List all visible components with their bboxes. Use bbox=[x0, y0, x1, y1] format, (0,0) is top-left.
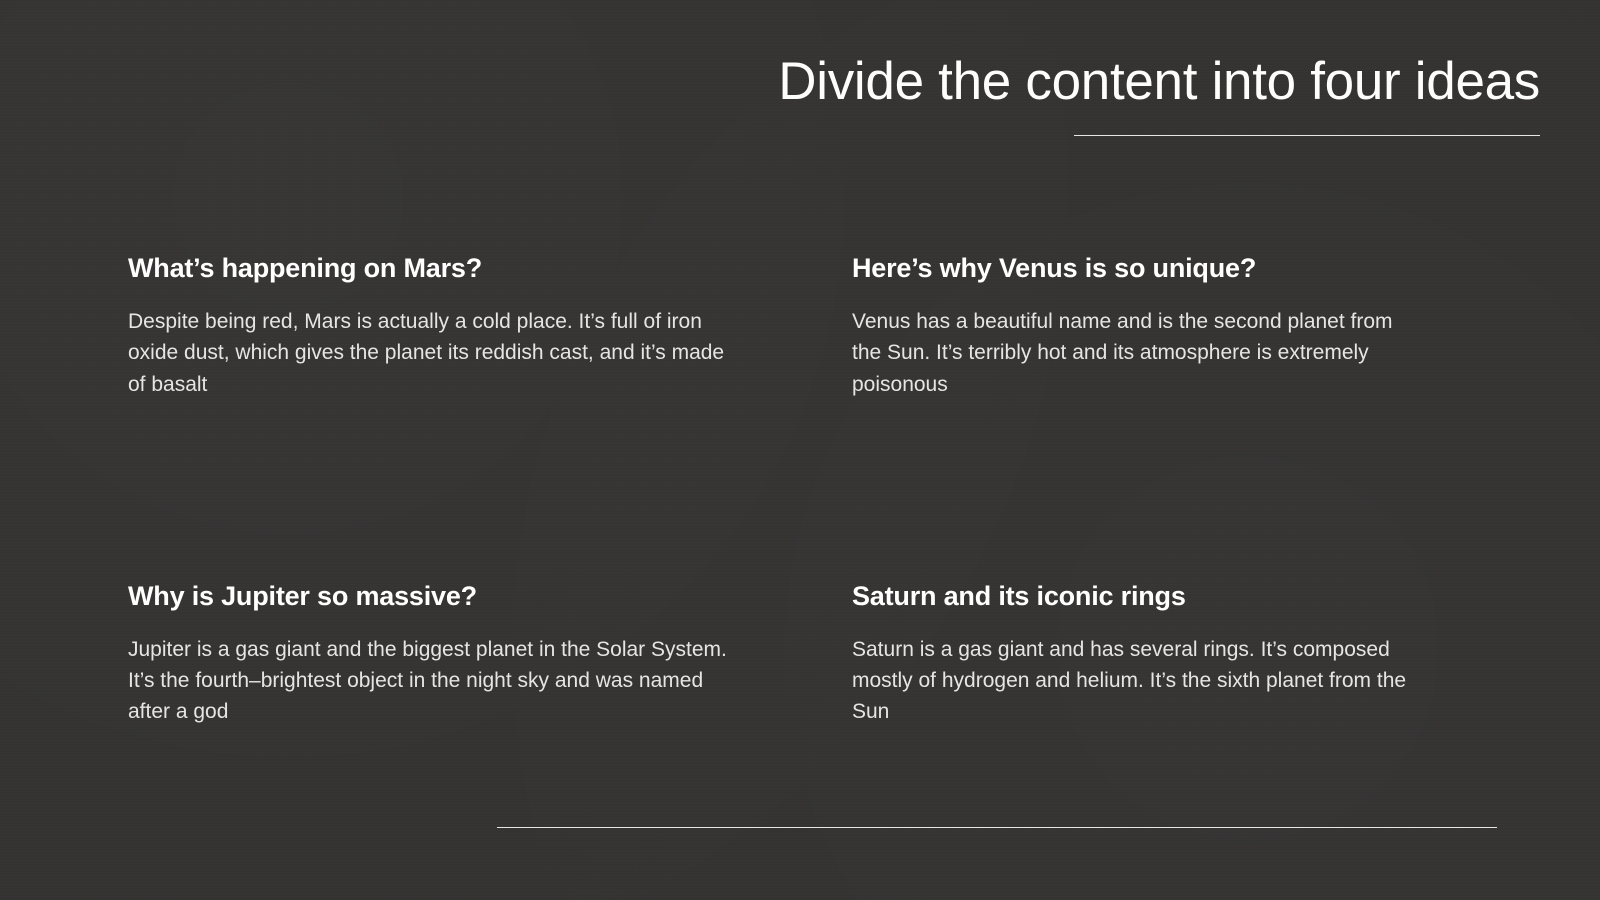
idea-card-jupiter bbox=[128, 580, 748, 728]
idea-heading: Why is Jupiter so massive? bbox=[128, 580, 477, 611]
idea-body: Despite being red, Mars is actually a cold place. It’s full of iron oxide dust, which gives the planet its reddish cast, and it’s made of basalt bbox=[128, 310, 725, 396]
ideas-grid bbox=[128, 252, 1496, 727]
footer-divider bbox=[497, 827, 1497, 828]
page-title: Divide the content into four ideas bbox=[778, 52, 1540, 111]
title-block bbox=[520, 52, 1540, 136]
idea-body: Saturn is a gas giant and has several rings. It’s composed mostly of hydrogen and helium. It’s the sixth planet from the Sun bbox=[852, 638, 1407, 724]
idea-heading: What’s happening on Mars? bbox=[128, 253, 483, 283]
idea-body: Jupiter is a gas giant and the biggest planet in the Solar System. It’s the fourth–brightest object in the night sky and was named after a god bbox=[128, 638, 727, 724]
idea-heading: Saturn and its iconic rings bbox=[852, 580, 1186, 611]
idea-card-venus bbox=[852, 252, 1472, 400]
idea-card-saturn bbox=[852, 580, 1472, 728]
idea-body: Venus has a beautiful name and is the second planet from the Sun. It’s terribly hot and its atmosphere is extremely poisonous bbox=[852, 310, 1393, 396]
idea-card-mars bbox=[128, 252, 748, 400]
idea-heading: Here’s why Venus is so unique? bbox=[852, 253, 1257, 283]
title-divider bbox=[1074, 135, 1540, 136]
